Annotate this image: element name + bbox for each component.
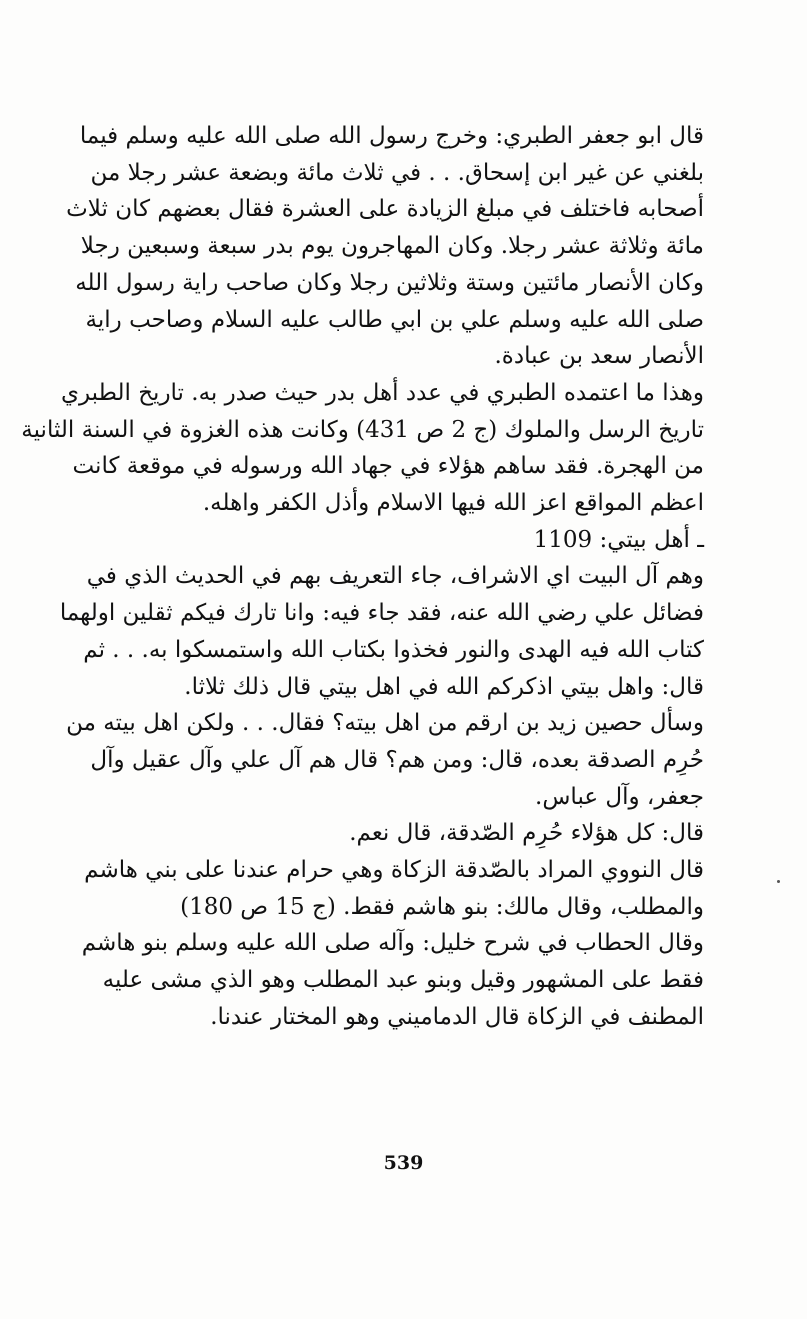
text-line: وقال الحطاب في شرح خليل: وآله صلى الله عليه وسلم بنو هاشم [81, 930, 704, 957]
page-number: 539 [383, 1152, 424, 1174]
text-line: والمطلب، وقال مالك: بنو هاشم فقط. (ج 15 ص 180) [180, 893, 704, 920]
text-line: وسأل حصين زيد بن ارقم من اهل بيته؟ فقال. . . ولكن اهل بيته من [66, 710, 704, 737]
text-line: وهذا ما اعتمده الطبري في عدد أهل بدر حيث صدر به. تاريخ الطبري [60, 379, 704, 406]
text-line: بلغني عن غير ابن إسحاق. . . في ثلاث مائة وبضعة عشر رجلا من [90, 159, 704, 186]
text-line: صلى الله عليه وسلم علي بن ابي طالب عليه السلام وصاحب راية [85, 306, 704, 333]
text-line: اعظم المواقع اعز الله فيها الاسلام وأذل الكفر واهله. [202, 490, 704, 517]
text-line: من الهجرة. فقد ساهم هؤلاء في جهاد الله ورسوله في موقعة كانت [72, 453, 704, 480]
text-line: قال: واهل بيتي اذكركم الله في اهل بيتي قال ذلك ثلاثا. [184, 673, 704, 700]
text-line: وهم آل البيت اي الاشراف، جاء التعريف بهم في الحديث الذي في [86, 563, 704, 590]
text-line: قال ابو جعفر الطبري: وخرج رسول الله صلى الله عليه وسلم فيما [79, 123, 704, 149]
paper-speck [777, 880, 780, 883]
page-body-text [21, 118, 704, 1036]
text-line: فقط على المشهور وقيل وبنو عبد المطلب وهو الذي مشى عليه [102, 967, 704, 994]
text-line: حُرِم الصدقة بعده، قال: ومن هم؟ قال هم آل علي وآل عقيل وآل [90, 746, 704, 773]
text-line: مائة وثلاثة عشر رجلا. وكان المهاجرون يوم بدر سبعة وسبعين رجلا [80, 233, 704, 260]
text-line: قال: كل هؤلاء حُرِم الصّدقة، قال نعم. [349, 820, 704, 847]
text-line: فضائل علي رضي الله عنه، فقد جاء فيه: وانا تارك فيكم ثقلين اولهما [59, 600, 704, 627]
text-line: وكان الأنصار مائتين وستة وثلاثين رجلا وكان صاحب راية رسول الله [75, 269, 704, 296]
text-line: المطنف في الزكاة قال الدماميني وهو المختار عندنا. [210, 1003, 704, 1030]
text-line: جعفر، وآل عباس. [535, 783, 704, 810]
text-line: أصحابه فاختلف في مبلغ الزيادة على العشرة فقال بعضهم كان ثلاث [66, 196, 704, 223]
text-line: كتاب الله فيه الهدى والنور فخذوا بكتاب الله واستمسكوا به. . . ثم [83, 636, 704, 663]
text-line: الأنصار سعد بن عبادة. [494, 343, 704, 370]
text-line: قال النووي المراد بالصّدقة الزكاة وهي حرام عندنا على بني هاشم [84, 857, 704, 884]
section-heading: ـ أهل بيتي: 1109 [533, 526, 704, 553]
text-line: تاريخ الرسل والملوك (ج 2 ص 431) وكانت هذه الغزوة في السنة الثانية [21, 416, 704, 443]
